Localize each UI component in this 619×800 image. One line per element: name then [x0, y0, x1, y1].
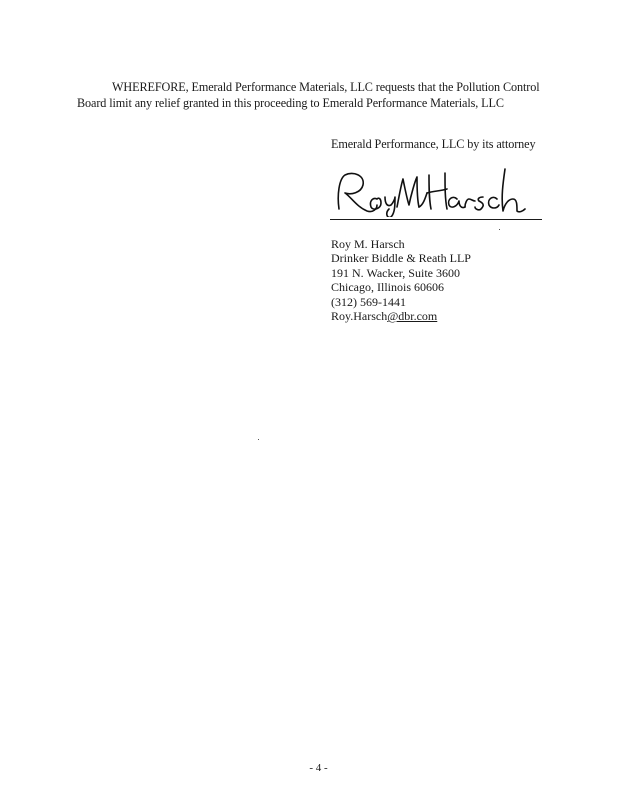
signature-line: [330, 219, 542, 220]
email-domain-link[interactable]: @dbr.com: [387, 309, 438, 324]
email-address[interactable]: [331, 309, 471, 323]
scan-speck: [258, 439, 259, 440]
city-state-zip: Chicago, Illinois 60606: [331, 280, 444, 295]
handwritten-signature: [333, 165, 533, 217]
phone-number: (312) 569-1441: [331, 294, 406, 309]
street-address: 191 N. Wacker, Suite 3600: [331, 265, 460, 280]
law-firm: Drinker Biddle & Reath LLP: [331, 251, 471, 266]
attorney-address-block: [331, 237, 471, 323]
page-number: - 4 -: [309, 762, 328, 774]
body-paragraph-line-1: WHEREFORE, Emerald Performance Materials, LLC requests that the Pollution Control: [112, 80, 540, 94]
attorney-name: Roy M. Harsch: [331, 237, 405, 251]
email-user: Roy.Harsch: [331, 309, 388, 324]
signature-caption: Emerald Performance, LLC by its attorney: [331, 137, 536, 151]
scan-speck: [499, 229, 500, 230]
body-paragraph-line-2: Board limit any relief granted in this proceeding to Emerald Performance Materials, LLC: [77, 96, 504, 110]
